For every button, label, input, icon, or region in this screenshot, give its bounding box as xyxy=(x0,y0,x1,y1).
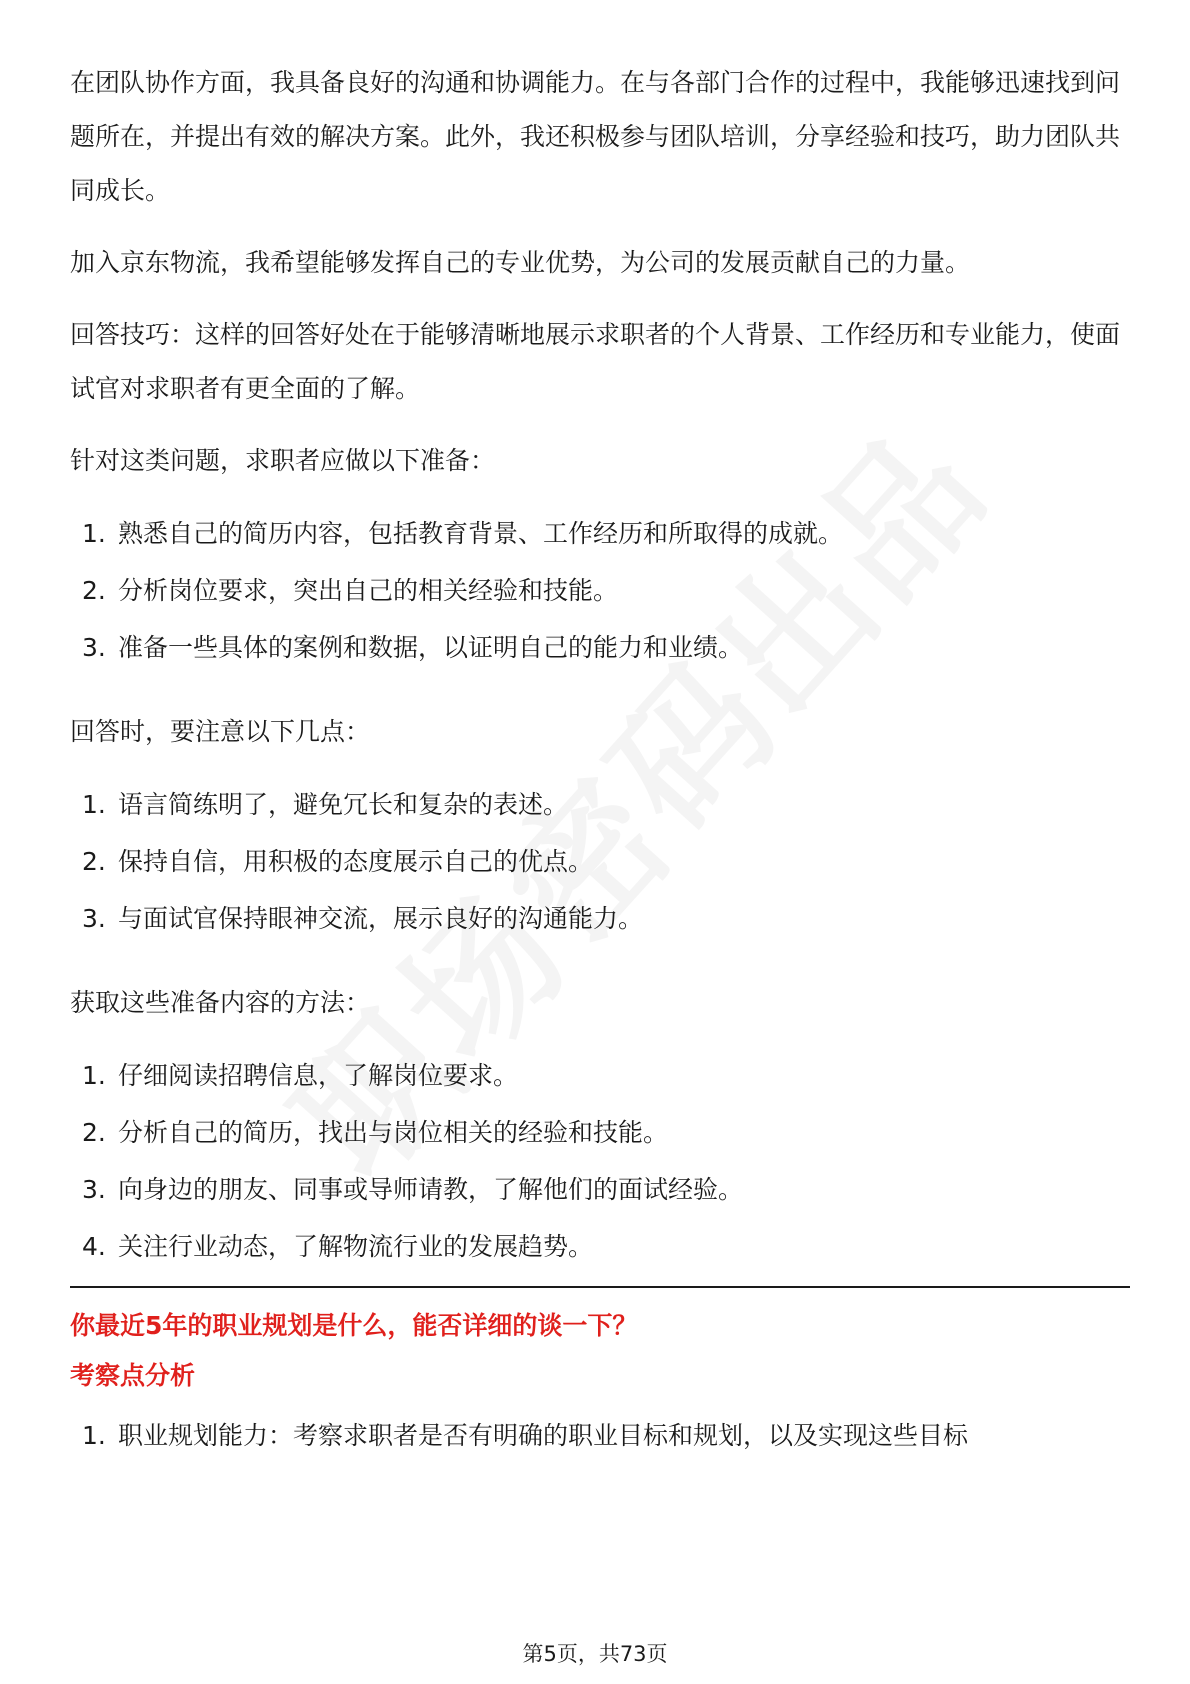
list-item: 1. 仔细阅读招聘信息，了解岗位要求。 xyxy=(82,1061,519,1090)
notes-heading: 回答时，要注意以下几点： xyxy=(70,717,371,746)
paragraph-teamwork: 在团队协作方面，我具备良好的沟通和协调能力。在与各部门合作的过程中，我能够迅速找到问题所在，并提出有效的解决方案。此外，我还积极参与团队培训，分享经验和技巧，助力团队共同成长。 xyxy=(70,68,1121,205)
prep-list xyxy=(70,516,1130,665)
list-item: 2. 分析岗位要求，突出自己的相关经验和技能。 xyxy=(82,576,619,605)
list-item: 3. 向身边的朋友、同事或导师请教，了解他们的面试经验。 xyxy=(82,1175,744,1204)
list-item: 1. 语言简练明了，避免冗长和复杂的表述。 xyxy=(82,790,569,819)
analysis-list xyxy=(70,1418,1130,1453)
analysis-heading: 考察点分析 xyxy=(70,1361,196,1390)
paragraph-join: 加入京东物流，我希望能够发挥自己的专业优势，为公司的发展贡献自己的力量。 xyxy=(70,248,971,277)
list-item: 2. 分析自己的简历，找出与岗位相关的经验和技能。 xyxy=(82,1118,669,1147)
page-content xyxy=(70,56,1130,1475)
list-item: 2. 保持自信，用积极的态度展示自己的优点。 xyxy=(82,847,594,876)
section-divider xyxy=(70,1286,1130,1288)
list-item: 3. 准备一些具体的案例和数据，以证明自己的能力和业绩。 xyxy=(82,633,744,662)
methods-heading: 获取这些准备内容的方法： xyxy=(70,988,371,1017)
list-item: 1. 熟悉自己的简历内容，包括教育背景、工作经历和所取得的成就。 xyxy=(82,519,844,548)
page-footer: 第5页，共73页 xyxy=(522,1642,668,1666)
list-item: 4. 关注行业动态，了解物流行业的发展趋势。 xyxy=(82,1232,594,1261)
methods-list xyxy=(70,1058,1130,1264)
paragraph-prep-intro: 针对这类问题，求职者应做以下准备： xyxy=(70,446,496,475)
question-title: 你最近5年的职业规划是什么，能否详细的谈一下？ xyxy=(70,1311,638,1340)
notes-list xyxy=(70,787,1130,936)
list-item: 1. 职业规划能力：考察求职者是否有明确的职业目标和规划，以及实现这些目标 xyxy=(82,1421,969,1450)
list-item: 3. 与面试官保持眼神交流，展示良好的沟通能力。 xyxy=(82,904,644,933)
paragraph-answer-tip: 回答技巧：这样的回答好处在于能够清晰地展示求职者的个人背景、工作经历和专业能力，使面试官对求职者有更全面的了解。 xyxy=(70,320,1121,403)
